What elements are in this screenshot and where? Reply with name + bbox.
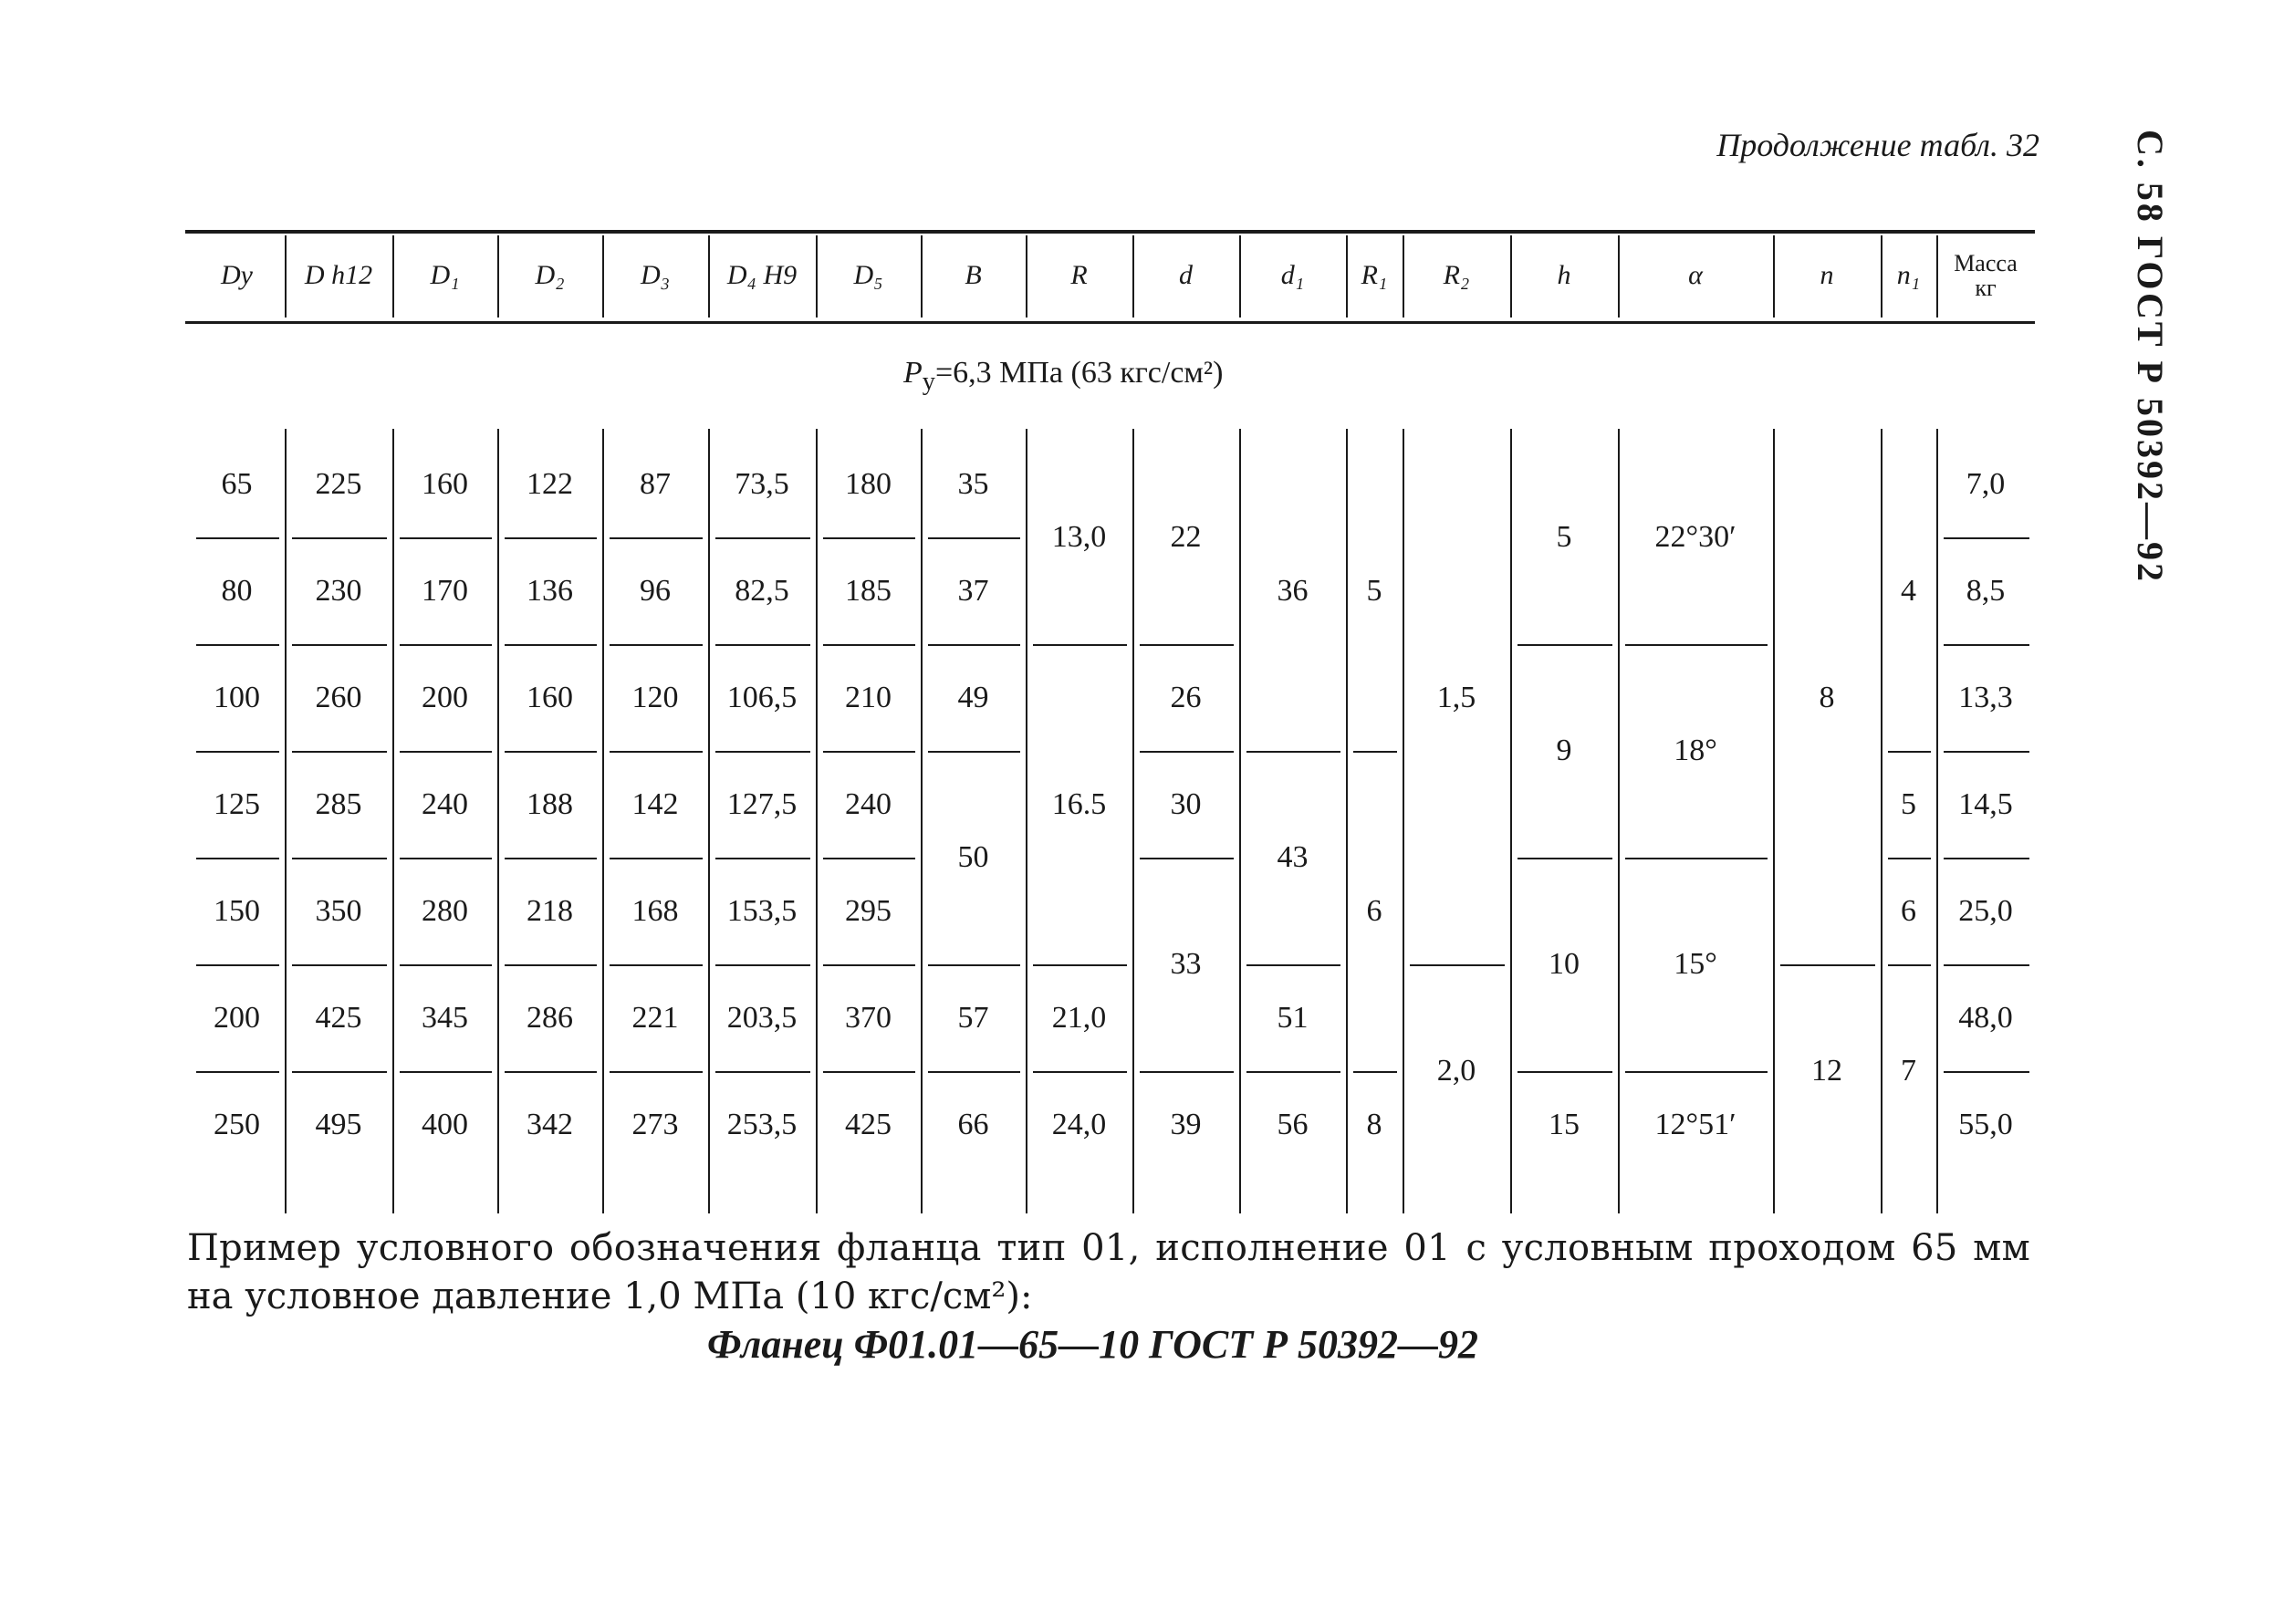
- cell-B: 57: [957, 1000, 989, 1035]
- cell-D2: 136: [527, 573, 573, 608]
- header-Dy: Dу: [221, 260, 253, 291]
- cell-d: 26: [1170, 680, 1202, 714]
- cell-D5: 185: [845, 573, 892, 608]
- cell-D: 225: [315, 466, 362, 501]
- cell-d1: 56: [1277, 1107, 1309, 1141]
- header-mass: [1936, 230, 2035, 321]
- cell-D: 285: [315, 786, 362, 821]
- cell-h: 15: [1549, 1107, 1580, 1141]
- cell-Dy: 150: [214, 893, 260, 928]
- header-D1: D₁: [430, 260, 460, 291]
- cell-D: 350: [315, 893, 362, 928]
- header-D4: D₄ H9: [726, 260, 798, 291]
- header-d1: d₁: [1280, 260, 1305, 291]
- cell-D: 230: [315, 573, 362, 608]
- cell-D2: 160: [527, 680, 573, 714]
- cell-D5: 295: [845, 893, 892, 928]
- header-d: d: [1179, 260, 1193, 291]
- cell-mass: 25,0: [1958, 893, 2013, 928]
- cell-mass: 14,5: [1958, 786, 2013, 821]
- cell-alpha: 15°: [1674, 947, 1717, 981]
- cell-D5: 370: [845, 1000, 892, 1035]
- continuation-caption: Продолжение табл. 32: [1716, 127, 2039, 163]
- header-D2: D₂: [535, 260, 565, 291]
- cell-d1: 36: [1277, 573, 1309, 608]
- cell-D1: 170: [422, 573, 468, 608]
- cell-D2: 122: [527, 466, 573, 501]
- cell-d: 39: [1170, 1107, 1202, 1141]
- cell-D1: 400: [422, 1107, 468, 1141]
- pressure-section-title: [903, 356, 1223, 397]
- cell-D1: 345: [422, 1000, 468, 1035]
- header-R2: R₂: [1443, 260, 1470, 291]
- cell-B: 37: [957, 573, 989, 608]
- cell-Dy: 80: [221, 573, 253, 608]
- cell-D3: 221: [631, 1000, 679, 1035]
- cell-D: 260: [315, 680, 362, 714]
- header-alpha: α: [1688, 260, 1703, 291]
- cell-D4: 73,5: [735, 466, 789, 501]
- cell-D3: 87: [640, 466, 671, 501]
- cell-d: 30: [1170, 786, 1202, 821]
- header-R1: R₁: [1361, 260, 1388, 291]
- cell-mass: 48,0: [1958, 1000, 2013, 1035]
- cell-Dy: 125: [214, 786, 260, 821]
- header-D: D h12: [304, 260, 373, 291]
- cell-alpha: 18°: [1674, 734, 1717, 767]
- cell-mass: 8,5: [1966, 573, 2006, 608]
- header-mass-line-2: кг: [1975, 275, 1997, 301]
- cell-D2: 286: [527, 1000, 573, 1035]
- cell-D3: 120: [631, 680, 679, 714]
- cell-R1: 5: [1366, 573, 1382, 608]
- cell-D4: 253,5: [726, 1107, 798, 1141]
- cell-D3: 273: [631, 1107, 679, 1141]
- cell-D5: 210: [845, 680, 892, 714]
- cell-D2: 342: [527, 1107, 573, 1141]
- cell-D1: 200: [422, 680, 468, 714]
- cell-d1: 51: [1277, 1000, 1309, 1035]
- cell-h: 10: [1549, 947, 1580, 981]
- cell-alpha: 12°51′: [1654, 1107, 1736, 1141]
- header-mass-line-1: Масса: [1954, 249, 2018, 276]
- cell-Dy: 65: [221, 466, 253, 501]
- cell-D3: 96: [640, 573, 671, 608]
- cell-B: 49: [957, 680, 989, 714]
- cell-n1: 7: [1901, 1054, 1916, 1088]
- cell-D4: 153,5: [726, 893, 798, 928]
- cell-D: 495: [315, 1107, 362, 1141]
- cell-D1: 240: [422, 786, 468, 821]
- cell-D3: 142: [631, 786, 679, 821]
- cell-B: 50: [957, 840, 989, 874]
- cell-R1: 8: [1366, 1107, 1382, 1141]
- header-n1: n₁: [1896, 260, 1921, 291]
- pressure-value: =6,3 МПа (63 кгс/см²): [934, 356, 1224, 390]
- cell-R1: 6: [1366, 893, 1382, 928]
- cell-B: 66: [957, 1107, 989, 1141]
- cell-R2: 2,0: [1436, 1054, 1476, 1088]
- cell-D4: 203,5: [726, 1000, 798, 1035]
- example-designation: Фланец Ф01.01—65—10 ГОСТ Р 50392—92: [707, 1322, 1479, 1367]
- example-line-1: Пример условного обозначения фланца тип 01, исполнение 01 с условным проходом 65 мм: [187, 1227, 2030, 1269]
- cell-n: 12: [1811, 1054, 1842, 1088]
- cell-Dy: 200: [214, 1000, 260, 1035]
- cell-Dy: 250: [214, 1107, 260, 1141]
- cell-D: 425: [315, 1000, 362, 1035]
- cell-n1: 6: [1901, 893, 1916, 928]
- cell-D3: 168: [631, 893, 679, 928]
- example-line-2: на условное давление 1,0 МПа (10 кгс/см²):: [187, 1275, 1033, 1317]
- cell-n1: 5: [1901, 786, 1916, 821]
- cell-mass: 13,3: [1958, 680, 2013, 714]
- cell-mass: 55,0: [1958, 1107, 2013, 1141]
- cell-n: 8: [1819, 680, 1835, 714]
- header-R: R: [1070, 260, 1088, 291]
- pressure-subscript: у: [922, 367, 935, 396]
- header-B: B: [965, 260, 982, 291]
- header-h: h: [1557, 260, 1571, 291]
- header-n: n: [1820, 260, 1834, 291]
- cell-D4: 127,5: [726, 786, 798, 821]
- cell-D2: 218: [527, 893, 573, 928]
- cell-alpha: 22°30′: [1654, 520, 1736, 554]
- header-D3: D₃: [640, 260, 671, 291]
- cell-R: 21,0: [1051, 1000, 1107, 1035]
- cell-D2: 188: [527, 786, 573, 821]
- cell-D5: 240: [845, 786, 892, 821]
- cell-n1: 4: [1901, 573, 1916, 608]
- cell-D5: 425: [845, 1107, 892, 1141]
- cell-D1: 160: [422, 466, 468, 501]
- cell-d1: 43: [1277, 840, 1309, 874]
- cell-D1: 280: [422, 893, 468, 928]
- cell-R: 16.5: [1051, 786, 1107, 821]
- cell-R: 13,0: [1051, 520, 1107, 554]
- cell-D5: 180: [845, 466, 892, 501]
- table-header-bottom-rule: [185, 321, 2035, 324]
- cell-D4: 106,5: [726, 680, 798, 714]
- cell-R2: 1,5: [1436, 680, 1476, 714]
- cell-Dy: 100: [214, 680, 260, 714]
- page-label: С. 58 ГОСТ Р 50392—92: [2130, 130, 2171, 584]
- cell-R: 24,0: [1051, 1107, 1107, 1141]
- cell-mass: 7,0: [1966, 466, 2006, 501]
- pressure-symbol: P: [903, 356, 923, 390]
- cell-D4: 82,5: [735, 573, 789, 608]
- cell-B: 35: [957, 466, 989, 501]
- cell-d: 33: [1170, 947, 1202, 981]
- cell-d: 22: [1170, 520, 1202, 554]
- cell-h: 9: [1556, 734, 1572, 767]
- header-D5: D₅: [853, 260, 883, 291]
- cell-h: 5: [1556, 520, 1572, 554]
